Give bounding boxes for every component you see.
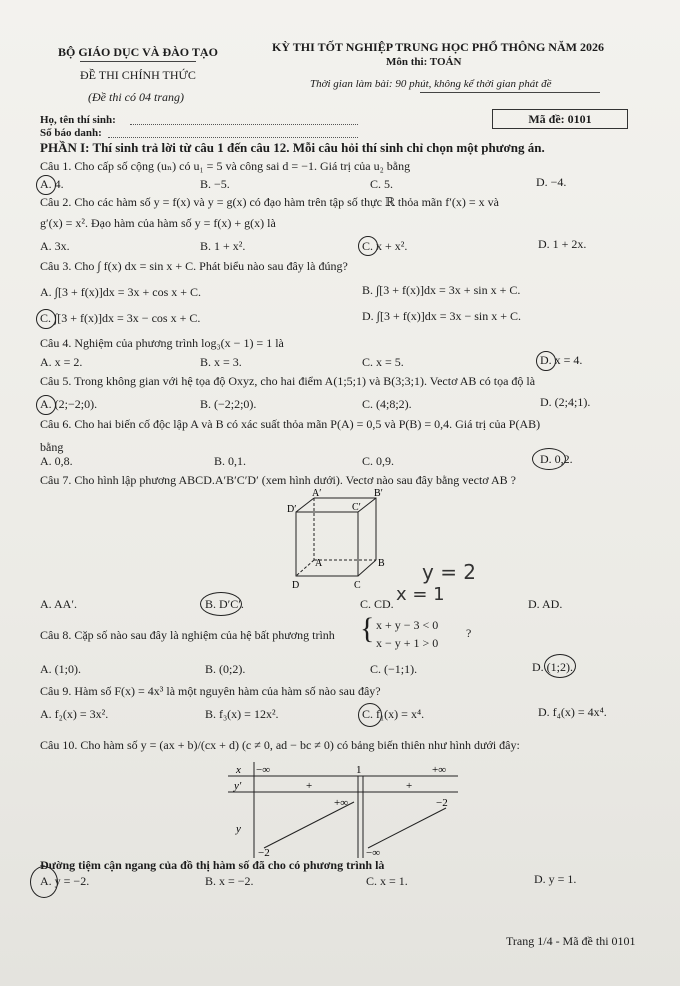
q7-answer-mark xyxy=(200,592,242,616)
q7-option-c[interactable]: C. CD. xyxy=(360,597,394,611)
q6-option-a[interactable]: A. 0,8. xyxy=(40,454,73,468)
q10-stem: Câu 10. Cho hàm số y = (ax + b)/(cx + d) (c ≠ 0, ad − bc ≠ 0) có bảng biến thiên như hình dưới đây: xyxy=(40,738,520,752)
cube-label-b-prime: B′ xyxy=(374,488,383,499)
ministry-name: BỘ GIÁO DỤC VÀ ĐÀO TẠO xyxy=(58,45,218,59)
q8-option-b[interactable]: B. (0;2). xyxy=(205,662,246,676)
cube-label-d: D xyxy=(292,580,300,591)
q4-answer-mark xyxy=(536,351,556,371)
q10-option-b[interactable]: B. x = −2. xyxy=(205,874,254,888)
q1-option-a[interactable]: A. 4. xyxy=(40,177,64,191)
q10-answer-mark xyxy=(30,866,58,898)
q5-option-b[interactable]: B. (−2;2;0). xyxy=(200,397,257,411)
q4-stem: Câu 4. Nghiệm của phương trình log₃(x − 1) = 1 là xyxy=(40,336,284,350)
table-yp-label: y′ xyxy=(234,780,242,792)
table-y-label: y xyxy=(236,823,241,835)
q9-answer-mark xyxy=(358,703,382,727)
q4-option-c[interactable]: C. x = 5. xyxy=(362,355,404,369)
id-field[interactable] xyxy=(108,137,358,138)
cube-label-d-prime: D′ xyxy=(287,504,297,515)
exam-code-box: Mã đề: 0101 xyxy=(492,109,628,129)
q9-stem: Câu 9. Hàm số F(x) = 4x³ là một nguyên hàm của hàm số nào sau đây? xyxy=(40,684,381,698)
table-plus-right: + xyxy=(406,780,413,792)
handwritten-note-1: y = 2 xyxy=(422,560,477,584)
cube-label-a-prime: A′ xyxy=(312,488,322,499)
q8-question-mark: ? xyxy=(466,626,472,640)
q8-option-a[interactable]: A. (1;0). xyxy=(40,662,81,676)
part1-title: PHẦN I: Thí sinh trả lời từ câu 1 đến câu 12. Mỗi câu hỏi thí sinh chỉ chọn một phương án. xyxy=(40,140,545,155)
q5-answer-mark xyxy=(36,395,56,415)
q5-option-d[interactable]: D. (2;4;1). xyxy=(540,395,591,409)
q4-option-b[interactable]: B. x = 3. xyxy=(200,355,242,369)
name-label: Họ, tên thí sinh: xyxy=(40,114,116,126)
pages-note: (Đề thi có 04 trang) xyxy=(88,90,184,104)
table-y-neg2-left: −2 xyxy=(258,847,270,859)
id-label: Số báo danh: xyxy=(40,127,102,139)
q3-answer-mark xyxy=(36,309,56,329)
q8-stem: Câu 8. Cặp số nào sau đây là nghiệm của hệ bất phương trình xyxy=(40,628,335,642)
table-y-neg-inf: −∞ xyxy=(366,847,381,859)
q10-option-a[interactable]: A. y = −2. xyxy=(40,874,90,888)
official-label: ĐỀ THI CHÍNH THỨC xyxy=(80,68,196,82)
page-footer: Trang 1/4 - Mã đề thi 0101 xyxy=(506,934,636,948)
q3-option-a[interactable]: A. ∫[3 + f(x)]dx = 3x + cos x + C. xyxy=(40,285,202,299)
q10-option-c[interactable]: C. x = 1. xyxy=(366,874,408,888)
q2-stem-1: Câu 2. Cho các hàm số y = f(x) và y = g(x) có đạo hàm trên tập số thực ℝ thỏa mãn f′(x) = x và xyxy=(40,195,499,209)
subject: Môn thi: TOÁN xyxy=(386,56,462,68)
q2-option-c[interactable]: C. x + x². xyxy=(362,239,408,253)
q5-option-c[interactable]: C. (4;8;2). xyxy=(362,397,412,411)
table-y-pos-inf: +∞ xyxy=(334,797,349,809)
q1-answer-mark xyxy=(36,175,56,195)
exam-title: KỲ THI TỐT NGHIỆP TRUNG HỌC PHỔ THÔNG NĂM 2026 xyxy=(272,40,604,54)
q6-stem-1: Câu 6. Cho hai biến cố độc lập A và B có xác suất thỏa mãn P(A) = 0,5 và P(B) = 0,4. Giá trị của P(AB) xyxy=(40,417,541,431)
q3-stem: Câu 3. Cho ∫ f(x) dx = sin x + C. Phát biểu nào sau đây là đúng? xyxy=(40,259,348,273)
name-field[interactable] xyxy=(130,124,358,125)
table-plus-left: + xyxy=(306,780,313,792)
q6-answer-mark xyxy=(532,448,566,470)
q2-option-b[interactable]: B. 1 + x². xyxy=(200,239,246,253)
q2-option-a[interactable]: A. 3x. xyxy=(40,239,70,253)
q7-option-d[interactable]: D. AD. xyxy=(528,597,563,611)
q7-stem: Câu 7. Cho hình lập phương ABCD.A′B′C′D′ (xem hình dưới). Vectơ nào sau đây bằng vectơ AB ? xyxy=(40,473,516,487)
q1-option-b[interactable]: B. −5. xyxy=(200,177,230,191)
q1-stem: Câu 1. Cho cấp số cộng (uₙ) có u₁ = 5 và công sai d = −1. Giá trị của u₂ bằng xyxy=(40,159,411,173)
q4-option-d[interactable]: D. x = 4. xyxy=(540,353,583,367)
q1-option-c[interactable]: C. 5. xyxy=(370,177,394,191)
table-x-label: x xyxy=(236,764,241,776)
q1-option-d[interactable]: D. −4. xyxy=(536,175,567,189)
q8-brace: { xyxy=(360,612,375,645)
header-rule-left xyxy=(80,61,196,62)
q2-option-d[interactable]: D. 1 + 2x. xyxy=(538,237,587,251)
cube-label-c-prime: C′ xyxy=(352,502,361,513)
q3-option-b[interactable]: B. ∫[3 + f(x)]dx = 3x + sin x + C. xyxy=(362,283,521,297)
cube-figure xyxy=(284,488,394,594)
header-rule-right xyxy=(420,92,600,93)
q2-stem-2: g′(x) = x². Đạo hàm của hàm số y = f(x) + g(x) là xyxy=(40,216,276,230)
q8-option-c[interactable]: C. (−1;1). xyxy=(370,662,418,676)
q6-option-c[interactable]: C. 0,9. xyxy=(362,454,395,468)
q3-option-c[interactable]: C. ∫[3 + f(x)]dx = 3x − cos x + C. xyxy=(40,311,201,325)
q8-system-2: x − y + 1 > 0 xyxy=(376,636,439,650)
q8-option-d[interactable]: D. (1;2). xyxy=(532,660,573,674)
q9-option-d[interactable]: D. f₄(x) = 4x⁴. xyxy=(538,705,607,719)
q9-option-a[interactable]: A. f₂(x) = 3x². xyxy=(40,707,109,721)
q2-answer-mark xyxy=(358,236,378,256)
q4-option-a[interactable]: A. x = 2. xyxy=(40,355,83,369)
q6-option-d[interactable]: D. 0,2. xyxy=(540,452,573,466)
q9-option-b[interactable]: B. f₃(x) = 12x². xyxy=(205,707,279,721)
q3-option-d[interactable]: D. ∫[3 + f(x)]dx = 3x − sin x + C. xyxy=(362,309,522,323)
cube-label-b: B xyxy=(378,558,385,569)
q5-option-a[interactable]: A. (2;−2;0). xyxy=(40,397,98,411)
q8-system-1: x + y − 3 < 0 xyxy=(376,618,439,632)
q10-option-d[interactable]: D. y = 1. xyxy=(534,872,577,886)
q6-option-b[interactable]: B. 0,1. xyxy=(214,454,247,468)
time-note: Thời gian làm bài: 90 phút, không kể thời gian phát đề xyxy=(310,78,552,90)
table-x-pos-inf: +∞ xyxy=(432,764,447,776)
q7-option-b[interactable]: B. D′C′. xyxy=(205,597,244,611)
q6-stem-2: bằng xyxy=(40,440,64,454)
cube-label-c: C xyxy=(354,580,361,591)
table-x-one: 1 xyxy=(356,764,362,776)
q5-stem: Câu 5. Trong không gian với hệ tọa độ Oxyz, cho hai điểm A(1;5;1) và B(3;3;1). Vectơ AB có tọa độ là xyxy=(40,374,536,388)
table-x-neg-inf: −∞ xyxy=(256,764,271,776)
table-y-neg2-right: −2 xyxy=(436,797,448,809)
q8-answer-mark xyxy=(544,654,576,678)
q10-stem-2: Đường tiệm cận ngang của đồ thị hàm số đã cho có phương trình là xyxy=(40,858,385,872)
handwritten-note-2: x = 1 xyxy=(396,584,445,605)
variation-table xyxy=(228,762,460,860)
q9-option-c[interactable]: C. f₁(x) = x⁴. xyxy=(362,707,425,721)
q7-option-a[interactable]: A. AA′. xyxy=(40,597,77,611)
cube-label-a: A xyxy=(315,558,323,569)
